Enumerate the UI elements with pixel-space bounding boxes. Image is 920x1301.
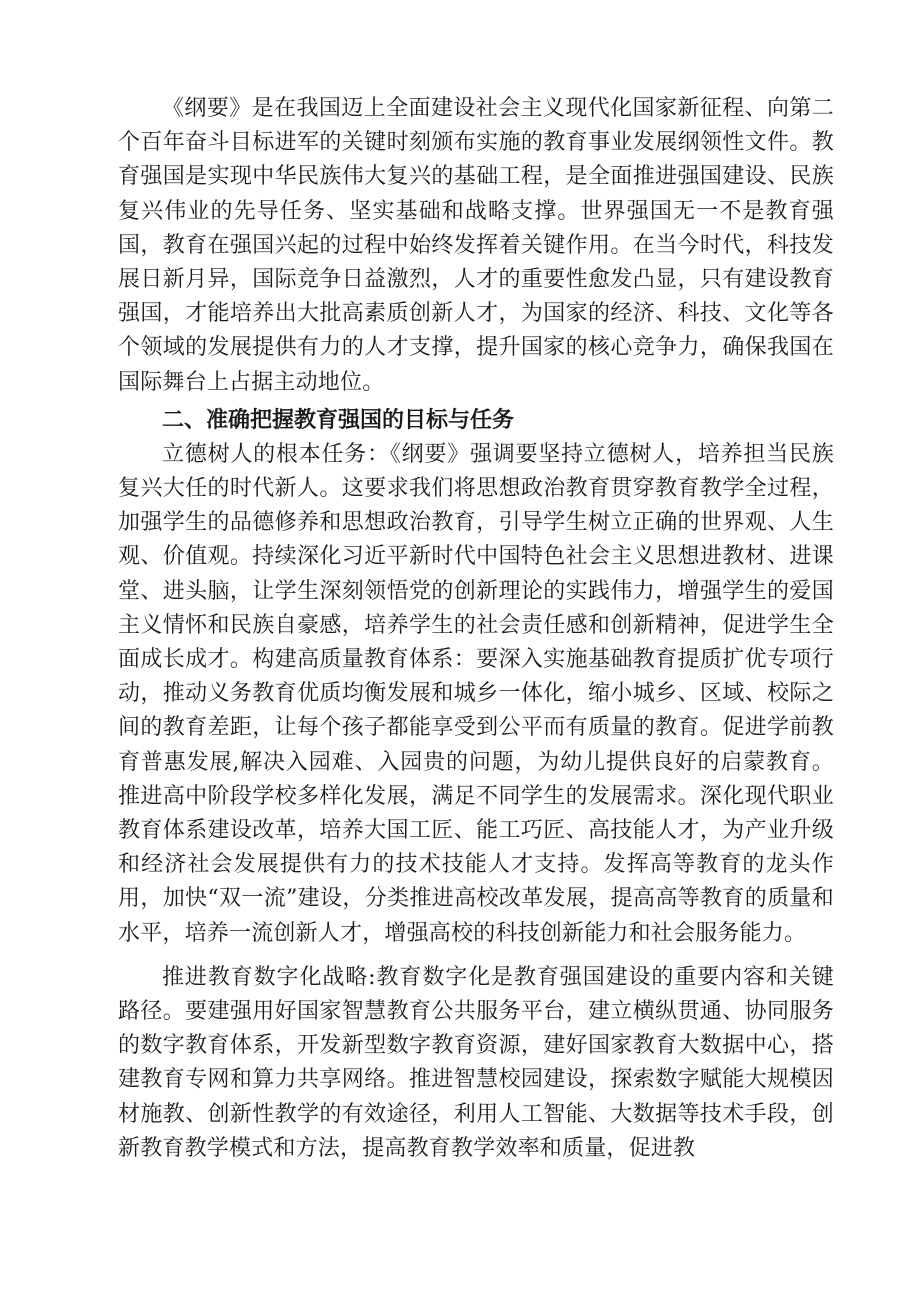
document-page	[118, 92, 834, 1166]
paragraph-fundamental-task: 立德树人的根本任务：《纲要》强调要坚持立德树人，培养担当民族复兴大任的时代新人。这要求我们将思想政治教育贯穿教育教学全过程，加强学生的品德修养和思想政治教育，引导学生树立正确的世界观、人生观、价值观。持续深化习近平新时代中国特色社会主义思想进教材、进课堂、进头脑，让学生深刻领悟党的创新理论的实践伟力，增强学生的爱国主义情怀和民族自豪感，培养学生的社会责任感和创新精神，促进学生全面成长成才。构建高质量教育体系：要深入实施基础教育提质扩优专项行动，推动义务教育优质均衡发展和城乡一体化，缩小城乡、区域、校际之间的教育差距，让每个孩子都能享受到公平而有质量的教育。促进学前教育普惠发展,解决入园难、入园贵的问题，为幼儿提供良好的启蒙教育。推进高中阶段学校多样化发展，满足不同学生的发展需求。深化现代职业教育体系建设改革，培养大国工匠、能工巧匠、高技能人才，为产业升级和经济社会发展提供有力的技术技能人才支持。发挥高等教育的龙头作用，加快“双一流”建设，分类推进高校改革发展，提高高等教育的质量和水平，培养一流创新人才，增强高校的科技创新能力和社会服务能力。	[118, 441, 834, 946]
section-heading-goals-tasks: 二、准确把握教育强国的目标与任务	[162, 407, 515, 433]
paragraph-digitalization-strategy: 推进教育数字化战略:教育数字化是教育强国建设的重要内容和关键路径。要建强用好国家智慧教育公共服务平台，建立横纵贯通、协同服务的数字教育体系，开发新型数字教育资源，建好国家教育大数据中心，搭建教育专网和算力共享网络。推进智慧校园建设，探索数字赋能大规模因材施教、创新性教学的有效途径，利用人工智能、大数据等技术手段，创新教育教学模式和方法，提高教育教学效率和质量，促进教	[118, 964, 834, 1161]
paragraph-outline-significance: 《纲要》是在我国迈上全面建设社会主义现代化国家新征程、向第二个百年奋斗目标进军的关键时刻颁布实施的教育事业发展纲领性文件。教育强国是实现中华民族伟大复兴的基础工程，是全面推进强国建设、民族复兴伟业的先导任务、坚实基础和战略支撑。世界强国无一不是教育强国，教育在强国兴起的过程中始终发挥着关键作用。在当今时代，科技发展日新月异，国际竞争日益激烈，人才的重要性愈发凸显，只有建设教育强国，才能培养出大批高素质创新人才，为国家的经济、科技、文化等各个领域的发展提供有力的人才支撑，提升国家的核心竞争力，确保我国在国际舞台上占据主动地位。	[118, 96, 834, 395]
